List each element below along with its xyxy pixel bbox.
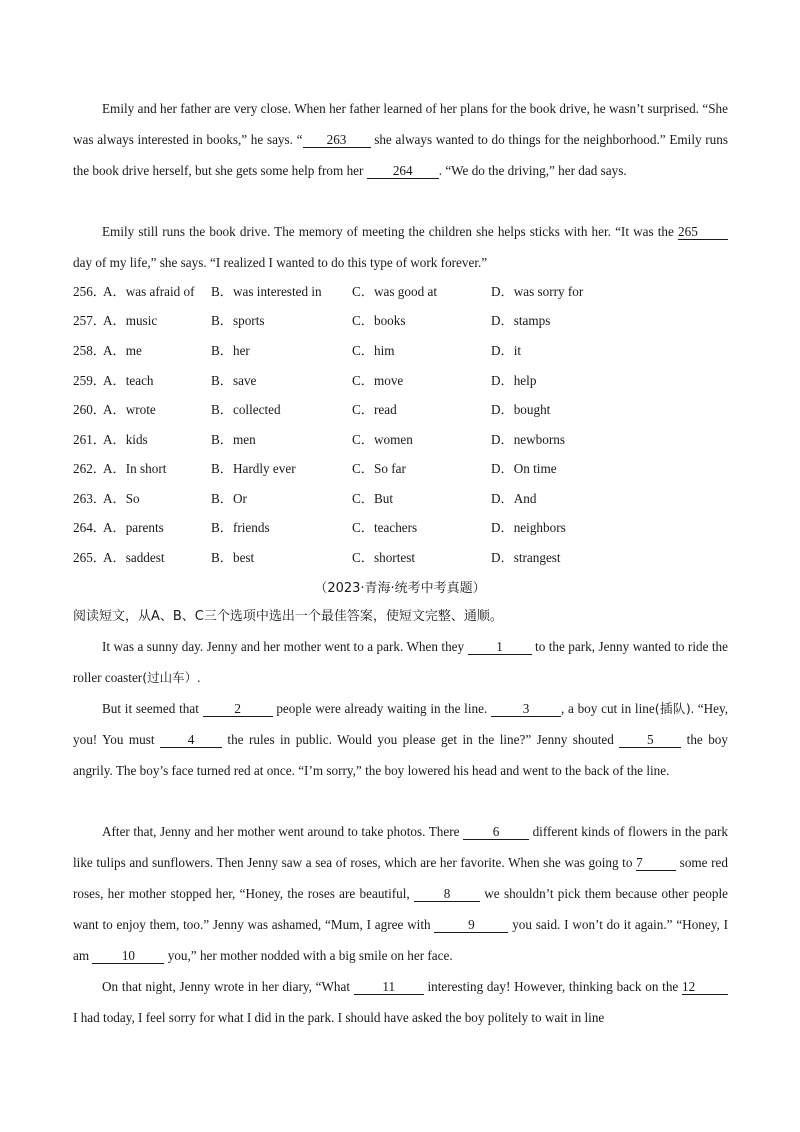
option-b[interactable]: B．save (211, 373, 257, 388)
blank-11[interactable]: 11 (354, 979, 424, 995)
option-d[interactable]: D．stamps (491, 313, 551, 328)
option-a[interactable]: A．So (103, 491, 140, 506)
blank-4[interactable]: 4 (160, 732, 222, 748)
option-b[interactable]: B．friends (211, 520, 270, 535)
blank-6[interactable]: 6 (463, 824, 529, 840)
option-b[interactable]: B．men (211, 432, 256, 447)
blank-3[interactable]: 3 (491, 701, 561, 717)
option-a[interactable]: A．me (103, 343, 142, 358)
option-a[interactable]: A．was afraid of (103, 284, 195, 299)
option-d[interactable]: D．it (491, 343, 522, 358)
option-d[interactable]: D．help (491, 373, 537, 388)
option-b[interactable]: B．sports (211, 313, 265, 328)
option-a[interactable]: A．music (103, 313, 158, 328)
option-c[interactable]: C．women (352, 432, 413, 447)
option-d[interactable]: D．And (491, 491, 537, 506)
question-number: 265． (73, 550, 106, 565)
option-c[interactable]: C．was good at (352, 284, 437, 299)
exam-source: （2023·青海·统考中考真题） (314, 581, 486, 596)
blank-10[interactable]: 10 (92, 948, 164, 964)
option-c[interactable]: C．him (352, 343, 395, 358)
paragraph-emily-father: Emily and her father are very close. When her father learned of her plans for the book drive, he wasn’t surprised. “She was always interested in books,” he says. “ 263 she always wanted to do things for the neighborhood.” Emily runs the book drive herself, but she gets some help from her 264 . “We do the driving,” her dad says. (73, 101, 728, 178)
option-c[interactable]: C．read (352, 402, 397, 417)
option-b[interactable]: B．was interested in (211, 284, 322, 299)
question-number: 256． (73, 284, 106, 299)
option-d[interactable]: D．newborns (491, 432, 565, 447)
option-c[interactable]: C．So far (352, 461, 406, 476)
option-d[interactable]: D．bought (491, 402, 551, 417)
option-b[interactable]: B．Hardly ever (211, 461, 296, 476)
option-c[interactable]: C．books (352, 313, 406, 328)
option-d[interactable]: D．On time (491, 461, 557, 476)
paragraph-emily-runs: Emily still runs the book drive. The memory of meeting the children she helps sticks with her. “It was the 265 day of my life,” she says. “I realized I wanted to do this type of work forever.” (73, 216, 728, 278)
paragraph-photos: After that, Jenny and her mother went around to take photos. There 6 different kinds of flowers in the park like tulips and sunflowers. Then Jenny saw a sea of roses, which are her favorite. When she was going to 7 some red roses, her mother stopped her, “Honey, the roses are beautiful, 8 we shouldn’t pick them because other people want to enjoy them, too.” Jenny was ashamed, “Mum, I agree with 9 you said. I won’t do it again.” “Honey, I am 10 you,” her mother nodded with a big smile on her face. (73, 824, 729, 963)
option-b[interactable]: B．collected (211, 402, 281, 417)
question-number: 260． (73, 402, 106, 417)
blank-12[interactable]: 12 (682, 979, 728, 995)
blank-265[interactable]: 265 (678, 224, 728, 240)
option-a[interactable]: A．teach (103, 373, 154, 388)
question-number: 259． (73, 373, 106, 388)
paragraph-diary: On that night, Jenny wrote in her diary, “What 11 interesting day! However, thinking back on the 12 I had today, I feel sorry for what I did in the park. I should have asked the boy politely to wait in line (73, 971, 728, 1033)
question-number: 257． (73, 313, 106, 328)
option-b[interactable]: B．Or (211, 491, 247, 506)
option-d[interactable]: D．strangest (491, 550, 561, 565)
option-d[interactable]: D．was sorry for (491, 284, 584, 299)
question-number: 263． (73, 491, 106, 506)
option-a[interactable]: A．wrote (103, 402, 156, 417)
option-b[interactable]: B．best (211, 550, 255, 565)
option-c[interactable]: C．But (352, 491, 394, 506)
question-number: 261． (73, 432, 106, 447)
option-c[interactable]: C．shortest (352, 550, 416, 565)
option-a[interactable]: A．parents (103, 520, 164, 535)
blank-5[interactable]: 5 (619, 732, 681, 748)
paragraph-sunny-day: It was a sunny day. Jenny and her mother went to a park. When they 1 to the park, Jenny wanted to ride the roller coaster(过山车）. (73, 639, 728, 685)
blank-8[interactable]: 8 (414, 886, 480, 902)
question-number: 258． (73, 343, 106, 358)
instruction: 阅读短文，从A、B、C三个选项中选出一个最佳答案，使短文完整、通顺。 (73, 609, 503, 624)
option-c[interactable]: C．move (352, 373, 404, 388)
blank-264[interactable]: 264 (367, 163, 439, 179)
option-a[interactable]: A．saddest (103, 550, 165, 565)
paragraph-cut-in-line: But it seemed that 2 people were already waiting in the line. 3 , a boy cut in line(插队). “Hey, you! You must 4 the rules in public. Would you please get in the line?” Jenny shouted 5 the boy angrily. The boy’s face turned red at once. “I’m sorry,” the boy lowered his head and went to the back of the line. (73, 701, 729, 778)
blank-263[interactable]: 263 (303, 132, 371, 148)
option-a[interactable]: A．kids (103, 432, 148, 447)
question-number: 264． (73, 520, 106, 535)
blank-1[interactable]: 1 (468, 639, 532, 655)
option-a[interactable]: A．In short (103, 461, 167, 476)
option-c[interactable]: C．teachers (352, 520, 418, 535)
blank-2[interactable]: 2 (203, 701, 273, 717)
option-b[interactable]: B．her (211, 343, 250, 358)
question-number: 262． (73, 461, 106, 476)
option-d[interactable]: D．neighbors (491, 520, 566, 535)
blank-7[interactable]: 7 (636, 855, 676, 871)
blank-9[interactable]: 9 (434, 917, 508, 933)
